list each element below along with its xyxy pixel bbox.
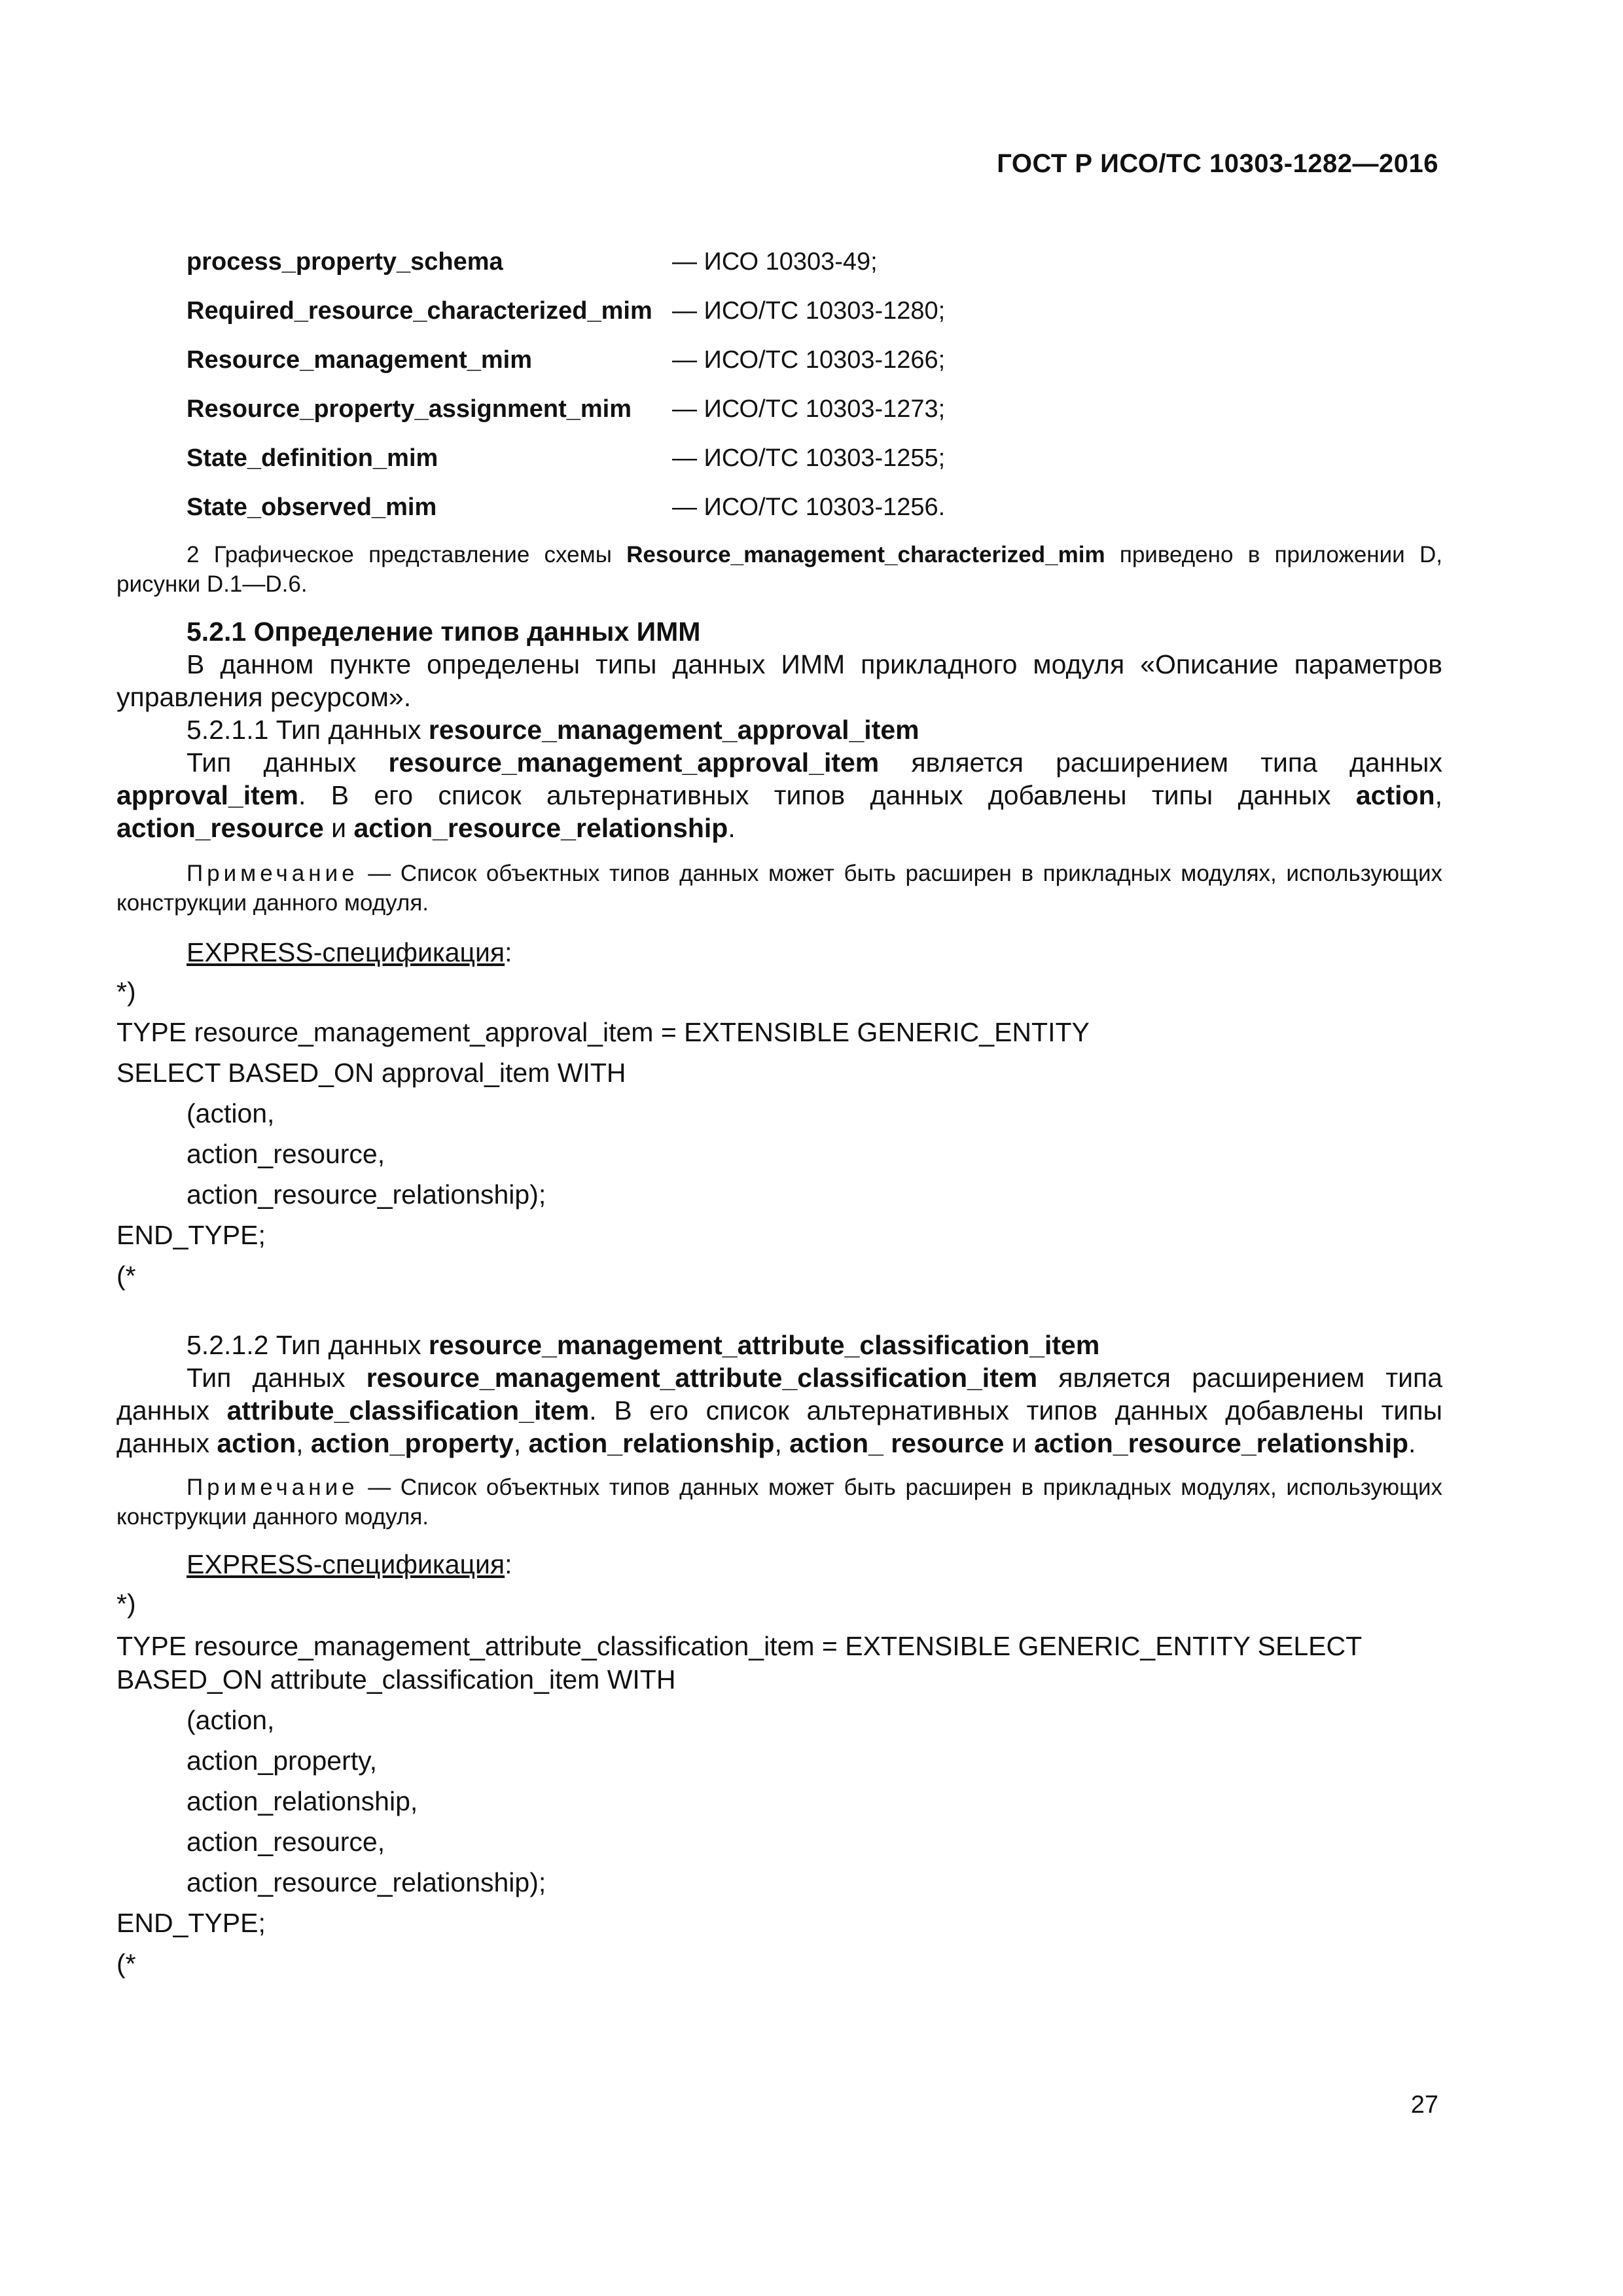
schema-reference-list	[187, 238, 1443, 532]
subsection-body-5-2-1-1: Тип данных resource_management_approval_item является расширением типа данных approval_item. В его список альтернативных типов данных добавлены типы данных action, action_resource и action_resource_relationship.	[116, 747, 1442, 843]
list-item	[187, 434, 1443, 483]
schema-name: Resource_management_mim	[187, 346, 532, 374]
list-item	[187, 238, 1443, 287]
code-line: (*	[116, 1261, 136, 1291]
list-item	[187, 483, 1443, 532]
list-item	[187, 336, 1443, 385]
code-line: *)	[116, 977, 136, 1007]
schema-name: State_definition_mim	[187, 444, 438, 472]
document-header: ГОСТ Р ИСО/ТС 10303-1282—2016	[997, 149, 1438, 178]
code-line: action_resource_relationship);	[187, 1179, 546, 1210]
code-line: action_property,	[187, 1746, 377, 1776]
schema-name: State_observed_mim	[187, 493, 437, 521]
code-line: TYPE resource_management_approval_item = EXTENSIBLE GENERIC_ENTITY	[116, 1017, 1090, 1047]
code-line: (*	[116, 1948, 136, 1979]
code-line: *)	[116, 1588, 136, 1619]
code-line: (action,	[187, 1705, 275, 1735]
schema-name: Resource_property_assignment_mim	[187, 395, 632, 423]
subsection-title-5-2-1-2: 5.2.1.2 Тип данных resource_management_attribute_classification_item	[187, 1330, 1100, 1360]
standard-ref: — ИСО/ТС 10303-1256.	[672, 493, 946, 521]
section-body-5-2-1: В данном пункте определены типы данных ИММ прикладного модуля «Описание параметров управления ресурсом».	[116, 649, 1442, 712]
schema-name: Required_resource_characterized_mim	[187, 297, 652, 325]
note-5-2-1-2: Примечание — Список объектных типов данных может быть расширен в прикладных модулях, использующих конструкции данного модуля.	[116, 1475, 1442, 1530]
code-line: SELECT BASED_ON approval_item WITH	[116, 1058, 626, 1088]
schema-name: process_property_schema	[187, 248, 503, 276]
subsection-body-5-2-1-2: Тип данных resource_management_attribute_classification_item является расширением типа данных attribute_classification_item. В его список альтернативных типов данных добавлены типы данных action, action_property, action_relationship, action_ resource и action_resource_relationship.	[116, 1363, 1443, 1458]
code-line: END_TYPE;	[116, 1220, 266, 1250]
code-line: action_resource,	[187, 1827, 385, 1857]
express-spec-label: EXPRESS-спецификация:	[187, 1549, 512, 1579]
list-item	[187, 385, 1443, 434]
standard-ref: — ИСО/ТС 10303-1255;	[672, 444, 946, 472]
standard-ref: — ИСО/ТС 10303-1273;	[672, 395, 946, 423]
code-line: BASED_ON attribute_classification_item WITH	[116, 1664, 676, 1695]
code-line: action_resource,	[187, 1139, 385, 1169]
express-spec-label: EXPRESS-спецификация:	[187, 937, 512, 967]
code-line: action_relationship,	[187, 1786, 418, 1816]
note-2: 2 Графическое представление схемы Resource_management_characterized_mim приведено в приложении D, рисунки D.1—D.6.	[116, 542, 1443, 597]
standard-ref: — ИСО/ТС 10303-1266;	[672, 346, 946, 374]
note-5-2-1-1: Примечание — Список объектных типов данных может быть расширен в прикладных модулях, использующих конструкции данного модуля.	[116, 861, 1442, 916]
standard-ref: — ИСО 10303-49;	[672, 248, 878, 276]
standard-ref: — ИСО/ТС 10303-1280;	[672, 297, 946, 325]
code-line: TYPE resource_management_attribute_classification_item = EXTENSIBLE GENERIC_ENTITY SELECT	[116, 1631, 1363, 1661]
code-line: action_resource_relationship);	[187, 1867, 546, 1897]
subsection-title-5-2-1-1: 5.2.1.1 Тип данных resource_management_approval_item	[187, 715, 919, 745]
code-line: (action,	[187, 1098, 275, 1128]
code-line: END_TYPE;	[116, 1908, 266, 1938]
section-heading-5-2-1: 5.2.1 Определение типов данных ИММ	[187, 617, 701, 647]
list-item	[187, 287, 1443, 336]
page-number: 27	[1410, 2091, 1438, 2119]
